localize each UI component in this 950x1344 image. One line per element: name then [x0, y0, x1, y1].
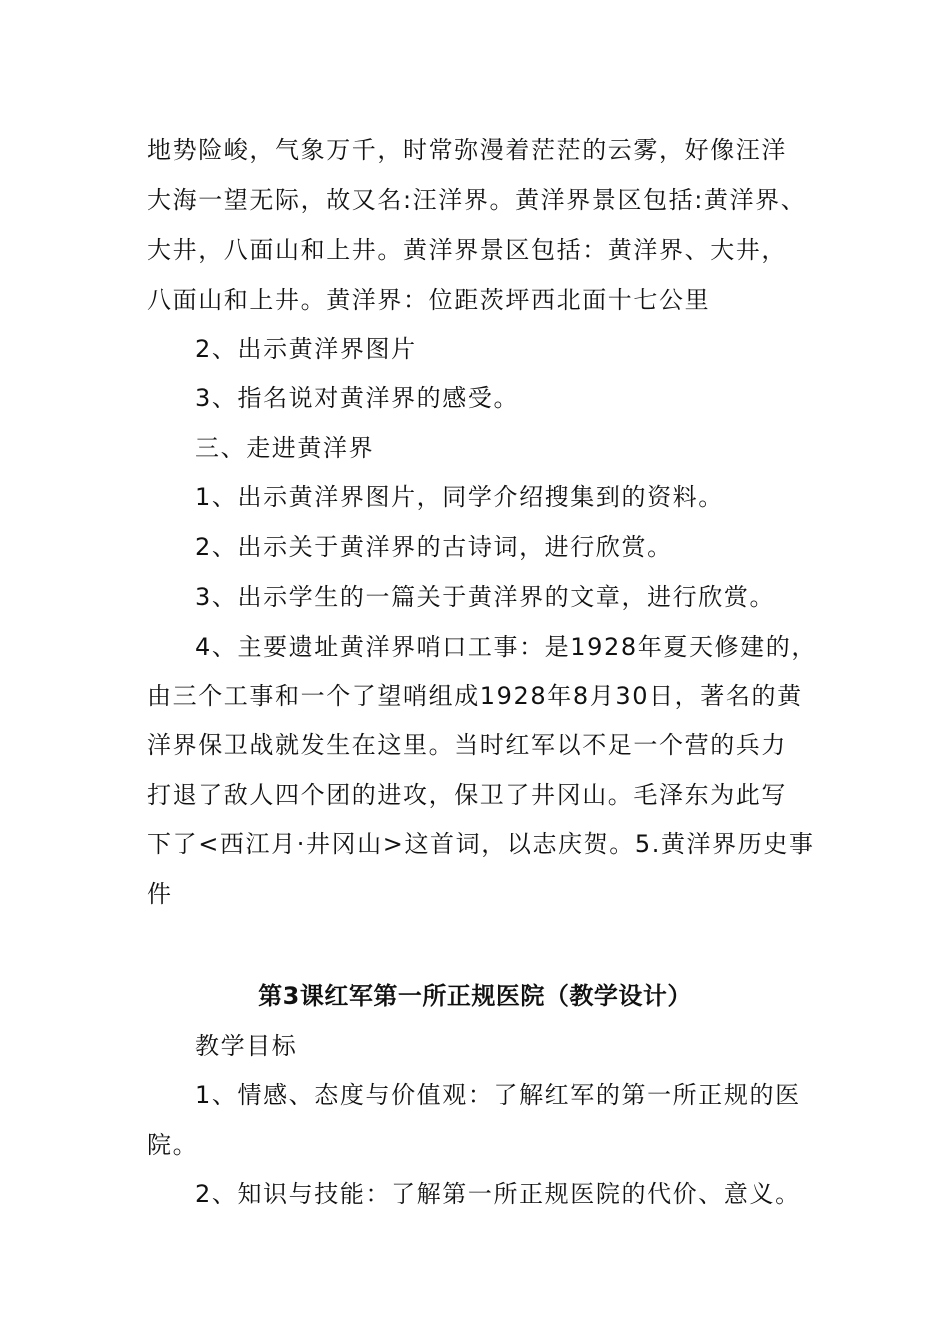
list-item: 1、情感、态度与价值观：了解红军的第一所正规的医: [195, 1081, 801, 1109]
list-item: 2、出示关于黄洋界的古诗词，进行欣赏。: [195, 533, 673, 561]
list-item: 2、知识与技能：了解第一所正规医院的代价、意义。: [195, 1180, 801, 1208]
section-heading: 三、走进黄洋界: [195, 434, 375, 462]
paragraph-line: 由三个工事和一个了望哨组成1928年8月30日，著名的黄: [147, 682, 803, 710]
section-heading: 教学目标: [195, 1032, 298, 1060]
paragraph-line: 八面山和上井。黄洋界：位距茨坪西北面十七公里: [147, 286, 711, 314]
list-item: 2、出示黄洋界图片: [195, 335, 417, 363]
paragraph-line: 地势险峻，气象万千，时常弥漫着茫茫的云雾，好像汪洋: [147, 136, 787, 164]
paragraph-line: 打退了敌人四个团的进攻，保卫了井冈山。毛泽东为此写: [147, 781, 787, 809]
paragraph-line: 件: [147, 880, 173, 908]
paragraph-line: 下了<西江月·井冈山>这首词，以志庆贺。5.黄洋界历史事: [147, 830, 815, 858]
paragraph-line: 院。: [147, 1131, 199, 1159]
list-item: 4、主要遗址黄洋界哨口工事：是1928年夏天修建的，: [195, 633, 817, 661]
paragraph-line: 大井，八面山和上井。黄洋界景区包括：黄洋界、大井，: [147, 236, 787, 264]
lesson-title: 第3课红军第一所正规医院（教学设计）: [258, 982, 692, 1010]
paragraph-line: 大海一望无际，故又名:汪洋界。黄洋界景区包括:黄洋界、: [147, 186, 807, 214]
list-item: 1、出示黄洋界图片，同学介绍搜集到的资料。: [195, 483, 724, 511]
list-item: 3、指名说对黄洋界的感受。: [195, 384, 520, 412]
paragraph-line: 洋界保卫战就发生在这里。当时红军以不足一个营的兵力: [147, 731, 787, 759]
list-item: 3、出示学生的一篇关于黄洋界的文章，进行欣赏。: [195, 583, 776, 611]
